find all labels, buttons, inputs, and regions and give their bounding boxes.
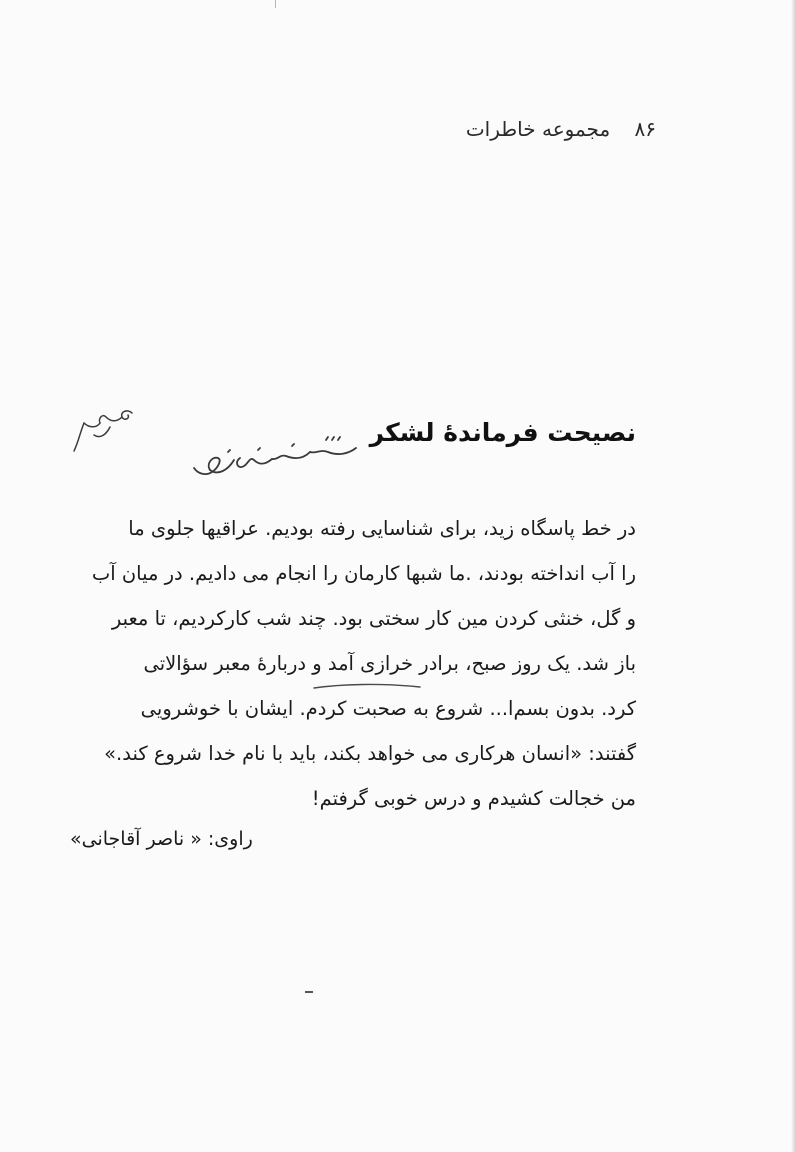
narrator-credit: راوی: « ناصر آقاجانی» xyxy=(70,828,253,850)
scan-speck xyxy=(305,990,313,994)
page-edge-shadow xyxy=(791,0,796,1152)
story-body xyxy=(91,506,636,821)
book-title: مجموعه خاطرات xyxy=(465,117,611,141)
handwritten-margin-note xyxy=(70,405,140,461)
body-line: کرد. بدون بسم‌ا... شروع به صحبت کردم. ایشان با خوشرویی xyxy=(140,697,636,720)
story-title: نصیحت فرماندهٔ لشکر xyxy=(369,418,636,447)
scan-mark xyxy=(275,0,276,8)
body-line: را آب انداخته بودند، .ما شبها کارمان را انجام می دادیم. در میان آب xyxy=(91,562,636,585)
body-line: در خط پاسگاه زید، برای شناسایی رفته بودیم. عراقیها جلوی ما xyxy=(128,517,636,540)
pen-underline-mark xyxy=(312,680,422,700)
body-line: گفتند: «انسان هرکاری می خواهد بکند، باید با نام خدا شروع کند.» xyxy=(104,742,636,765)
narrator-line xyxy=(70,825,566,853)
handwritten-signature xyxy=(188,430,363,482)
body-line: من خجالت کشیدم و درس خوبی گرفتم! xyxy=(311,787,636,810)
page-number: ۸۶ xyxy=(634,117,656,141)
running-header xyxy=(466,115,656,143)
body-line: باز شد. یک روز صبح، برادر خرازی آمد و دربارهٔ معبر سؤالاتی xyxy=(143,652,636,675)
body-line: و گل، خنثی کردن مین کار سختی بود. چند شب کارکردیم، تا معبر xyxy=(111,607,636,630)
